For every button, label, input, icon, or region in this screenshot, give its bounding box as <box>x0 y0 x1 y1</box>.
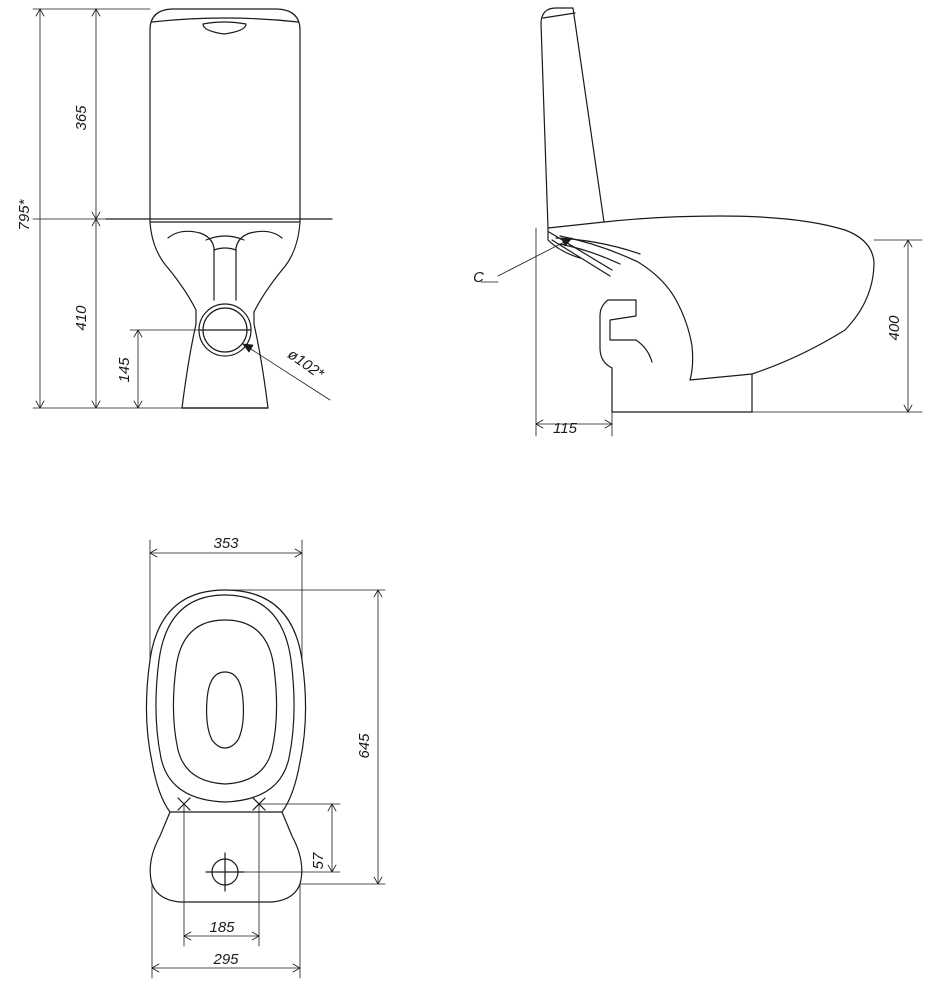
dim-bolt-offset: 57 <box>310 852 327 870</box>
side-view-geometry <box>541 8 874 412</box>
side-view-dimensions <box>481 228 922 436</box>
dim-top-length: 645 <box>356 733 373 759</box>
dim-base-width: 295 <box>213 951 239 968</box>
front-view-dimensions <box>33 9 330 408</box>
dim-rear-offset: 115 <box>553 420 577 437</box>
top-view-dimensions <box>150 540 385 978</box>
dim-bolt-spacing: 185 <box>209 919 235 936</box>
dim-outlet-center-height: 145 <box>116 357 133 383</box>
dim-tank-height: 365 <box>73 105 90 131</box>
top-view-geometry <box>146 590 305 902</box>
dim-top-width: 353 <box>213 535 239 552</box>
dim-bowl-height: 410 <box>73 305 90 331</box>
dim-outlet-diameter: ø102* <box>284 345 327 383</box>
dim-bowl-depth: 400 <box>886 315 903 341</box>
detail-label-c: C <box>473 269 484 286</box>
dim-overall-height: 795* <box>16 199 33 231</box>
